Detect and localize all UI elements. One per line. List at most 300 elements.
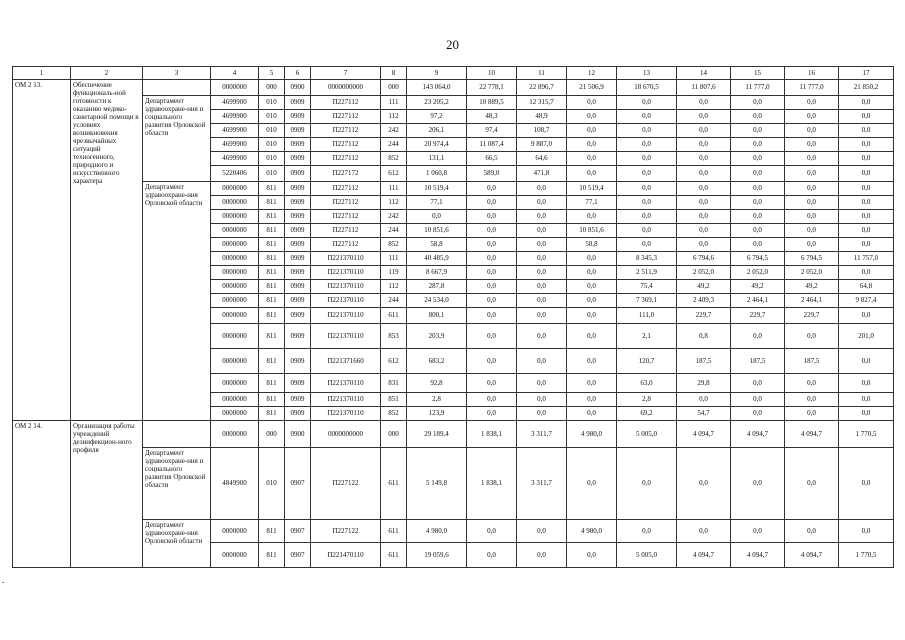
table-cell: 0909: [285, 252, 311, 266]
table-cell: 0,0: [567, 324, 617, 349]
table-cell: 29 189,4: [407, 421, 467, 448]
table-cell: 0000000: [211, 308, 259, 324]
table-cell: 63,0: [617, 374, 677, 393]
table-cell: 0,0: [731, 152, 785, 166]
table-cell: 58,8: [407, 238, 467, 252]
table-cell: 64,8: [839, 280, 894, 294]
table-cell: 10 519,4: [567, 182, 617, 196]
table-cell: 0,0: [617, 520, 677, 543]
table-cell: 0000000: [211, 238, 259, 252]
table-cell: 0909: [285, 152, 311, 166]
table-cell: 0,0: [517, 308, 567, 324]
table-cell: 0,0: [467, 308, 517, 324]
table-cell: 0,0: [617, 124, 677, 138]
table-cell: 1 838,1: [467, 421, 517, 448]
table-cell: 242: [381, 210, 407, 224]
table-cell: 11 807,6: [677, 80, 731, 96]
header-cell: 13: [617, 67, 677, 80]
header-cell: 9: [407, 67, 467, 80]
header-cell: 1: [13, 67, 71, 80]
table-cell: 0,0: [731, 110, 785, 124]
table-cell: 0,0: [839, 196, 894, 210]
table-cell: 010: [259, 96, 285, 110]
table-cell: 0,0: [517, 280, 567, 294]
table-cell: 852: [381, 407, 407, 421]
table-cell: 143 064,0: [407, 80, 467, 96]
table-cell: 0,0: [567, 448, 617, 520]
table-cell: 0,0: [677, 110, 731, 124]
table-cell: 11 777,0: [731, 80, 785, 96]
table-cell: 0,0: [567, 252, 617, 266]
header-cell: 8: [381, 67, 407, 80]
table-cell: 9 827,4: [839, 294, 894, 308]
table-cell: 0,0: [617, 224, 677, 238]
table-cell: 23 205,2: [407, 96, 467, 110]
table-cell: П227112: [311, 238, 381, 252]
table-cell: 0000000: [211, 520, 259, 543]
table-cell: 0,0: [677, 520, 731, 543]
table-cell: 108,7: [517, 124, 567, 138]
table-cell: 0,0: [731, 448, 785, 520]
table-cell: 6 794,5: [785, 252, 839, 266]
table-cell: 5 149,8: [407, 448, 467, 520]
table-cell: 10 519,4: [407, 182, 467, 196]
table-cell: 2 409,3: [677, 294, 731, 308]
table-cell: 0,0: [785, 138, 839, 152]
table-cell: 811: [259, 308, 285, 324]
table-cell: 10 889,5: [467, 96, 517, 110]
table-cell: 201,0: [839, 324, 894, 349]
table-cell: 811: [259, 543, 285, 568]
table-cell: 0,0: [731, 324, 785, 349]
table-cell: 229,7: [731, 308, 785, 324]
table-cell: 0000000: [211, 393, 259, 407]
table-row: [13, 96, 894, 110]
executor-empty: [143, 421, 211, 448]
table-cell: 0,0: [785, 393, 839, 407]
table-cell: 0,0: [839, 238, 894, 252]
table-cell: 4699900: [211, 110, 259, 124]
table-cell: 0,0: [567, 210, 617, 224]
table-cell: П227112: [311, 224, 381, 238]
table-cell: 0909: [285, 374, 311, 393]
table-cell: 58,8: [567, 238, 617, 252]
table-cell: 0,0: [839, 124, 894, 138]
header-cell: 10: [467, 67, 517, 80]
table-cell: 811: [259, 238, 285, 252]
table-cell: 0,0: [517, 252, 567, 266]
table-cell: П227122: [311, 520, 381, 543]
table-cell: 77,1: [407, 196, 467, 210]
header-cell: 6: [285, 67, 311, 80]
table-cell: 0000000: [211, 196, 259, 210]
table-cell: 589,0: [467, 166, 517, 182]
table-cell: 77,1: [567, 196, 617, 210]
table-cell: 0,0: [839, 407, 894, 421]
table-cell: 852: [381, 238, 407, 252]
table-cell: 0,0: [785, 124, 839, 138]
measure-description: Организация работы учреждений дезинфекцион-ного профиля: [71, 421, 143, 568]
table-cell: П227112: [311, 152, 381, 166]
table-cell: 0,0: [567, 152, 617, 166]
table-cell: 1 770,5: [839, 543, 894, 568]
table-cell: 187,5: [677, 349, 731, 374]
table-cell: 0,0: [839, 308, 894, 324]
table-cell: 611: [381, 448, 407, 520]
table-row: [13, 182, 894, 196]
table-cell: 0,0: [731, 374, 785, 393]
header-row: [13, 67, 894, 80]
table-cell: 66,5: [467, 152, 517, 166]
table-cell: 811: [259, 520, 285, 543]
table-cell: 0,0: [617, 152, 677, 166]
table-cell: 010: [259, 138, 285, 152]
table-cell: 0,0: [731, 210, 785, 224]
table-cell: 0,0: [467, 224, 517, 238]
table-cell: 206,1: [407, 124, 467, 138]
table-cell: 0,0: [677, 393, 731, 407]
table-cell: 0,0: [517, 224, 567, 238]
table-cell: 4699900: [211, 138, 259, 152]
table-cell: 0,0: [617, 238, 677, 252]
measure-code: ОМ 2 14.: [13, 421, 71, 568]
table-cell: 0909: [285, 166, 311, 182]
table-cell: 0,0: [839, 138, 894, 152]
table-cell: 4699900: [211, 124, 259, 138]
table-cell: 48,3: [467, 110, 517, 124]
table-cell: 0000000: [211, 543, 259, 568]
table-cell: 54,7: [677, 407, 731, 421]
table-cell: 287,8: [407, 280, 467, 294]
table-cell: 0,0: [617, 96, 677, 110]
table-cell: 0,0: [839, 152, 894, 166]
table-cell: 0909: [285, 294, 311, 308]
table-cell: 0907: [285, 448, 311, 520]
table-cell: 0909: [285, 210, 311, 224]
table-cell: 852: [381, 152, 407, 166]
table-cell: 6 794,6: [677, 252, 731, 266]
table-cell: 4 094,7: [785, 421, 839, 448]
table-cell: 0,0: [567, 110, 617, 124]
table-cell: 0,0: [839, 110, 894, 124]
table-cell: 0907: [285, 520, 311, 543]
table-cell: 4 094,7: [731, 543, 785, 568]
table-cell: П221370110: [311, 266, 381, 280]
table-cell: 0,0: [617, 182, 677, 196]
table-cell: 0,0: [677, 238, 731, 252]
table-cell: 0909: [285, 124, 311, 138]
table-cell: 811: [259, 280, 285, 294]
table-cell: 811: [259, 407, 285, 421]
table-cell: 0000000: [211, 224, 259, 238]
table-cell: 4699900: [211, 152, 259, 166]
table-cell: 0,0: [567, 138, 617, 152]
table-cell: 0,0: [467, 349, 517, 374]
table-cell: 0000000: [211, 324, 259, 349]
header-cell: 7: [311, 67, 381, 80]
table-cell: 0909: [285, 110, 311, 124]
table-cell: 4 094,7: [677, 421, 731, 448]
table-cell: П227112: [311, 210, 381, 224]
table-cell: 49,2: [731, 280, 785, 294]
table-cell: 120,7: [617, 349, 677, 374]
table-cell: 0,0: [731, 393, 785, 407]
table-cell: 0,0: [617, 110, 677, 124]
table-cell: 0,0: [785, 166, 839, 182]
table-cell: 4849900: [211, 448, 259, 520]
table-cell: 0,0: [517, 393, 567, 407]
table-cell: 8 345,3: [617, 252, 677, 266]
table-cell: 0,8: [677, 324, 731, 349]
table-cell: 22 896,7: [517, 80, 567, 96]
table-cell: 0,0: [731, 520, 785, 543]
table-cell: П221370110: [311, 252, 381, 266]
table-cell: 111,0: [617, 308, 677, 324]
table-cell: 0,0: [785, 96, 839, 110]
table-cell: 000: [381, 421, 407, 448]
header-cell: 17: [839, 67, 894, 80]
table-cell: 0,0: [617, 138, 677, 152]
table-cell: 800,1: [407, 308, 467, 324]
table-cell: 0,0: [785, 196, 839, 210]
table-cell: 3 311,7: [517, 448, 567, 520]
table-cell: 0,0: [731, 138, 785, 152]
table-cell: 97,4: [467, 124, 517, 138]
table-cell: 112: [381, 196, 407, 210]
table-cell: 0,0: [567, 166, 617, 182]
table-cell: П221370110: [311, 374, 381, 393]
table-cell: 0909: [285, 196, 311, 210]
table-cell: 112: [381, 280, 407, 294]
table-cell: 244: [381, 224, 407, 238]
header-cell: 12: [567, 67, 617, 80]
table-cell: 2 511,9: [617, 266, 677, 280]
table-cell: 69,2: [617, 407, 677, 421]
table-cell: 0909: [285, 407, 311, 421]
table-cell: 2 464,1: [785, 294, 839, 308]
table-cell: 0907: [285, 543, 311, 568]
table-cell: 0,0: [567, 96, 617, 110]
table-cell: 0,0: [617, 196, 677, 210]
table-cell: 40 485,9: [407, 252, 467, 266]
table-cell: 2,1: [617, 324, 677, 349]
executor-name: Департамент здравоохране-ния и социального развития Орловской области: [143, 448, 211, 520]
table-cell: 0909: [285, 238, 311, 252]
table-cell: 0909: [285, 224, 311, 238]
table-cell: 0909: [285, 96, 311, 110]
table-cell: 811: [259, 324, 285, 349]
table-cell: 0,0: [839, 224, 894, 238]
table-cell: 1 770,5: [839, 421, 894, 448]
table-cell: 119: [381, 266, 407, 280]
table-cell: 010: [259, 110, 285, 124]
measure-description: Обеспечение функциональ-ной готовности к оказанию медико-санитарной помощи в условиях возникновения чрезвычайных ситуаций техногенного, природного и искусственного характера: [71, 80, 143, 421]
table-cell: 0000000: [211, 407, 259, 421]
table-cell: 187,5: [731, 349, 785, 374]
table-cell: 0,0: [517, 294, 567, 308]
table-cell: 0,0: [839, 96, 894, 110]
table-cell: 0,0: [517, 266, 567, 280]
table-cell: 4 094,7: [677, 543, 731, 568]
header-cell: 11: [517, 67, 567, 80]
table-cell: 111: [381, 96, 407, 110]
table-cell: 0,0: [467, 543, 517, 568]
table-cell: 0,0: [567, 393, 617, 407]
table-cell: 6 794,5: [731, 252, 785, 266]
table-cell: 811: [259, 266, 285, 280]
table-cell: П221370110: [311, 294, 381, 308]
table-cell: 0,0: [785, 110, 839, 124]
header-cell: 5: [259, 67, 285, 80]
table-cell: 0,0: [731, 166, 785, 182]
table-cell: 851: [381, 393, 407, 407]
table-cell: П227112: [311, 196, 381, 210]
table-cell: 0,0: [467, 196, 517, 210]
table-cell: 0,0: [467, 407, 517, 421]
table-cell: П227112: [311, 182, 381, 196]
table-cell: 21 506,9: [567, 80, 617, 96]
table-cell: 2 052,0: [677, 266, 731, 280]
table-cell: 5220406: [211, 166, 259, 182]
table-cell: 48,9: [517, 110, 567, 124]
table-cell: 811: [259, 224, 285, 238]
table-cell: 0,0: [731, 182, 785, 196]
table-cell: 010: [259, 152, 285, 166]
table-cell: 244: [381, 138, 407, 152]
page-number: 20: [446, 37, 459, 52]
table-cell: 0,0: [839, 266, 894, 280]
table-cell: П221370110: [311, 324, 381, 349]
table-cell: 853: [381, 324, 407, 349]
table-cell: П227112: [311, 138, 381, 152]
table-cell: 0,0: [517, 324, 567, 349]
table-cell: 0900: [285, 80, 311, 96]
table-cell: 0,0: [839, 393, 894, 407]
executor-empty: [143, 80, 211, 96]
header-cell: 14: [677, 67, 731, 80]
budget-table: [12, 66, 894, 568]
header-cell: 3: [143, 67, 211, 80]
table-cell: 3 311,7: [517, 421, 567, 448]
table-cell: 0,0: [677, 210, 731, 224]
table-cell: 0,0: [467, 266, 517, 280]
table-cell: 9 887,0: [517, 138, 567, 152]
table-cell: 0000000: [211, 374, 259, 393]
margin-mark: .: [2, 575, 5, 585]
table-cell: 5 005,0: [617, 543, 677, 568]
table-row: [13, 520, 894, 543]
table-cell: 811: [259, 393, 285, 407]
table-cell: 0,0: [517, 543, 567, 568]
table-cell: 2,8: [617, 393, 677, 407]
table-cell: 92,8: [407, 374, 467, 393]
table-cell: 244: [381, 294, 407, 308]
header-cell: 16: [785, 67, 839, 80]
table-cell: 5 005,0: [617, 421, 677, 448]
table-cell: 0,0: [567, 124, 617, 138]
table-cell: 0,0: [731, 407, 785, 421]
table-cell: П221370110: [311, 308, 381, 324]
table-cell: 0,0: [731, 238, 785, 252]
table-cell: 0,0: [567, 308, 617, 324]
table-cell: 0900: [285, 421, 311, 448]
table-cell: 0,0: [517, 374, 567, 393]
table-cell: П227172: [311, 166, 381, 182]
table-cell: 0,0: [517, 210, 567, 224]
table-cell: 0,0: [785, 152, 839, 166]
table-cell: 64,6: [517, 152, 567, 166]
table-cell: 0,0: [567, 349, 617, 374]
table-cell: 7 369,1: [617, 294, 677, 308]
table-cell: 0909: [285, 266, 311, 280]
table-cell: 0,0: [785, 224, 839, 238]
table-cell: П221370110: [311, 407, 381, 421]
table-cell: 131,1: [407, 152, 467, 166]
table-cell: 11 087,4: [467, 138, 517, 152]
table-cell: П227112: [311, 124, 381, 138]
table-cell: 2 052,0: [785, 266, 839, 280]
table-cell: 20 974,4: [407, 138, 467, 152]
executor-name: Департамент здравоохране-ния Орловской области: [143, 520, 211, 568]
table-cell: П221370110: [311, 280, 381, 294]
table-cell: 0,0: [617, 166, 677, 182]
table-cell: 0,0: [517, 182, 567, 196]
table-cell: 811: [259, 349, 285, 374]
table-cell: 683,2: [407, 349, 467, 374]
table-cell: 611: [381, 520, 407, 543]
table-cell: 0000000: [211, 182, 259, 196]
table-cell: 0,0: [567, 543, 617, 568]
table-cell: 0,0: [677, 138, 731, 152]
table-cell: 0,0: [567, 294, 617, 308]
table-cell: 11 777,0: [785, 80, 839, 96]
table-cell: 0,0: [467, 182, 517, 196]
table-cell: 0,0: [785, 238, 839, 252]
table-cell: 000: [259, 80, 285, 96]
table-cell: 0,0: [677, 182, 731, 196]
table-cell: 111: [381, 252, 407, 266]
table-cell: 0,0: [567, 407, 617, 421]
table-cell: 0,0: [677, 224, 731, 238]
table-cell: 0,0: [467, 280, 517, 294]
table-cell: 0000000: [211, 80, 259, 96]
table-cell: 4 980,0: [567, 520, 617, 543]
table-cell: 0,0: [731, 196, 785, 210]
table-cell: 0909: [285, 324, 311, 349]
table-row: [13, 80, 894, 96]
table-cell: 0,0: [677, 124, 731, 138]
table-cell: 2 464,1: [731, 294, 785, 308]
table-cell: 203,9: [407, 324, 467, 349]
table-row: [13, 448, 894, 520]
table-cell: 0000000: [211, 294, 259, 308]
table-cell: 0,0: [517, 238, 567, 252]
table-cell: 000: [381, 80, 407, 96]
table-cell: 242: [381, 124, 407, 138]
table-cell: 0,0: [467, 238, 517, 252]
table-cell: 811: [259, 294, 285, 308]
table-cell: 49,2: [785, 280, 839, 294]
table-cell: 49,2: [677, 280, 731, 294]
table-cell: 0,0: [785, 448, 839, 520]
table-cell: 000: [259, 421, 285, 448]
table-cell: 0,0: [407, 210, 467, 224]
table-cell: 0000000000: [311, 421, 381, 448]
table-cell: 229,7: [677, 308, 731, 324]
table-cell: 612: [381, 349, 407, 374]
table-cell: 0,0: [677, 96, 731, 110]
table-cell: 0,0: [467, 324, 517, 349]
